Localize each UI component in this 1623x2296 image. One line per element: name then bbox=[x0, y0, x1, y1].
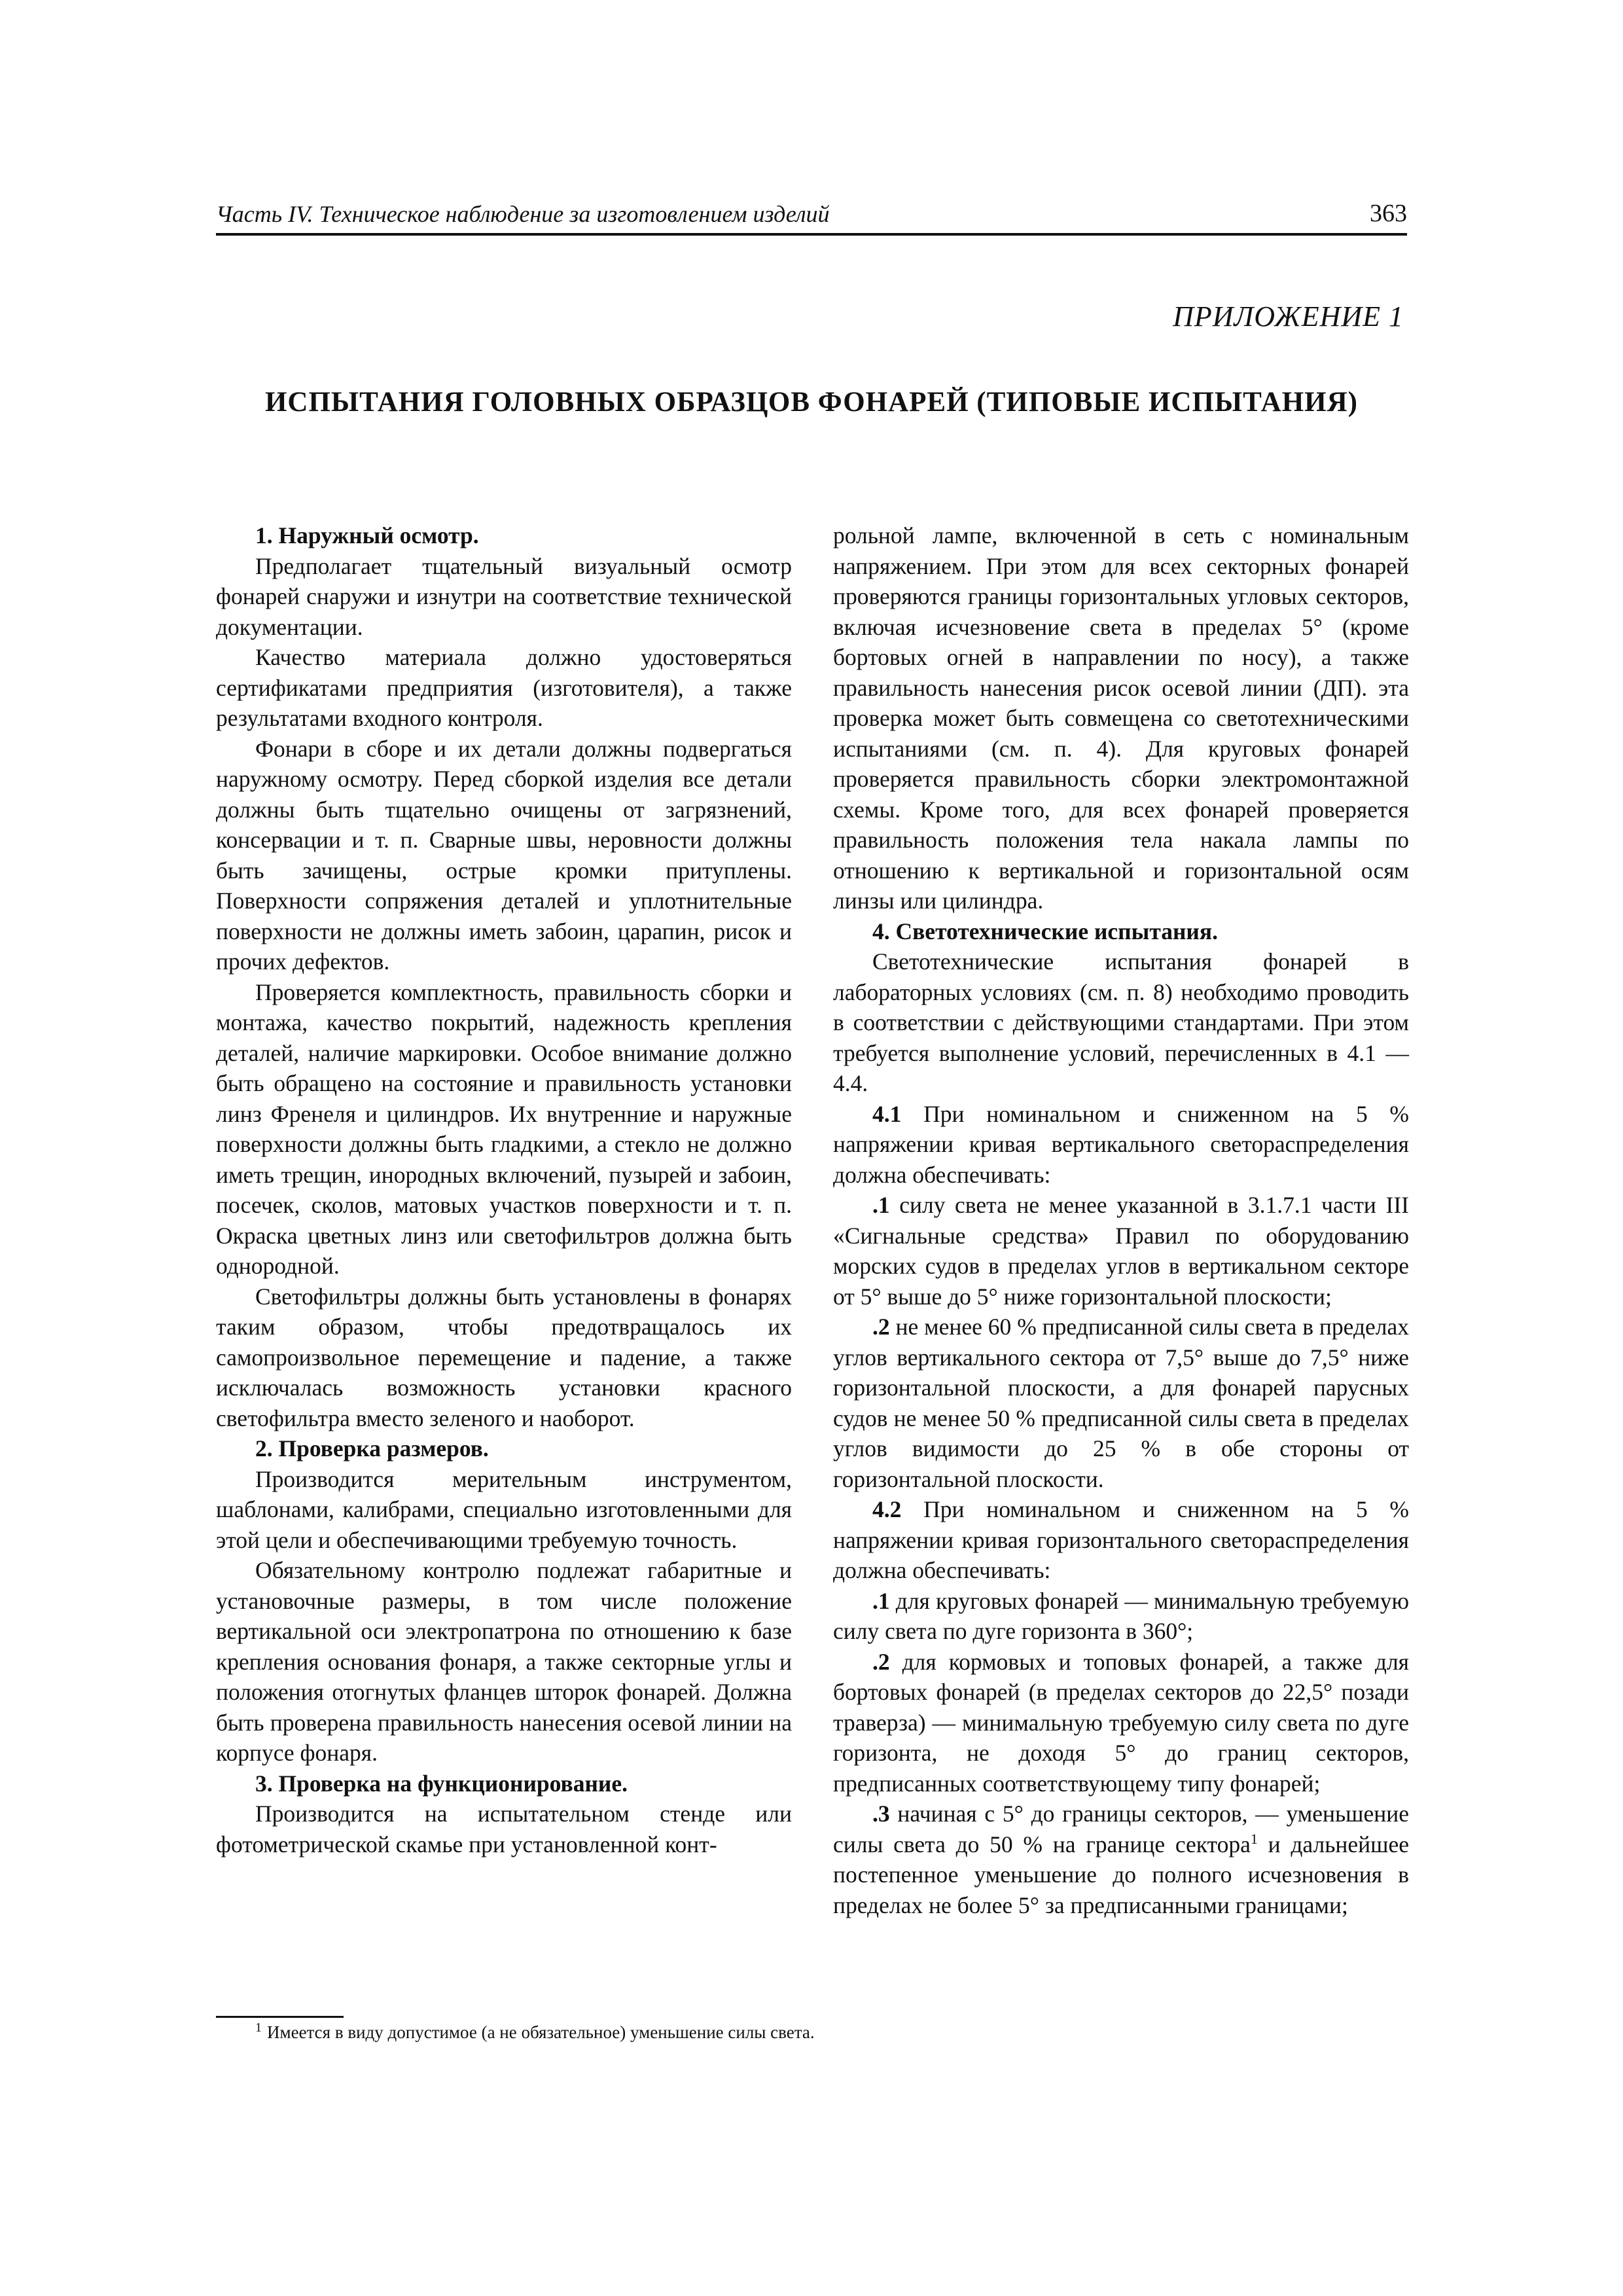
clause-text: При номинальном и сниженном на 5 % напряжении кривая вертикального светораспределения должна обеспечивать: bbox=[833, 1100, 1409, 1188]
paragraph: Предполагает тщательный визуальный осмотр фонарей снаружи и изнутри на соответствие технической документации. bbox=[216, 552, 792, 640]
section-heading-3: 3. Проверка на функционирование. bbox=[255, 1770, 628, 1797]
section-heading-4: 4. Светотехнические испытания. bbox=[872, 918, 1218, 944]
paragraph: Светофильтры должны быть установлены в фонарях таким образом, чтобы предотвращалось их самопроизвольное перемещение и падение, а также исключалась возможность установки красного светофильтра вместо зеленого и наоборот. bbox=[216, 1283, 792, 1431]
list-item bbox=[833, 1799, 1409, 1920]
item-number: .1 bbox=[872, 1587, 890, 1614]
item-number: .2 bbox=[872, 1314, 890, 1340]
item-text: начиная с 5° до границы секторов, — уменьшение силы света до 50 % на границе сектора bbox=[833, 1801, 1409, 1857]
running-head bbox=[216, 196, 1407, 236]
page-number: 363 bbox=[1370, 200, 1407, 227]
item-number: .2 bbox=[872, 1648, 890, 1675]
footnote bbox=[255, 2022, 815, 2043]
list-item bbox=[833, 1586, 1409, 1647]
list-item bbox=[833, 1312, 1409, 1494]
section-heading-2: 2. Проверка размеров. bbox=[255, 1435, 489, 1462]
item-number: .3 bbox=[872, 1801, 890, 1827]
footnote-text: Имеется в виду допустимое (а не обязательное) уменьшение силы света. bbox=[267, 2022, 815, 2042]
item-text: силу света не менее указанной в 3.1.7.1 части III «Сигнальные средства» Правил по оборудованию морских судов в пределах углов в вертикальном секторе от 5° выше до 5° ниже горизонтальной плоскости; bbox=[833, 1192, 1409, 1310]
clause-text: При номинальном и сниженном на 5 % напряжении кривая горизонтального светораспределения должна обеспечивать: bbox=[833, 1496, 1409, 1583]
clause-4-2 bbox=[833, 1494, 1409, 1586]
paragraph: Проверяется комплектность, правильность сборки и монтажа, качество покрытий, надежность крепления деталей, наличие маркировки. Особое внимание должно быть обращено на состояние и правильность установки линз Френеля и цилиндров. Их внутренние и наружные поверхности должны быть гладкими, а стекло не должно иметь трещин, инородных включений, пузырей и забоин, посечек, сколов, матовых участков поверхности и т. п. Окраска цветных линз или светофильтров должна быть однородной. bbox=[216, 978, 792, 1279]
running-head-part: Часть IV. Техническое наблюдение за изготовлением изделий bbox=[216, 201, 830, 227]
paragraph: Производится на испытательном стенде или фотометрической скамье при установленной конт- bbox=[216, 1801, 792, 1857]
item-text: для круговых фонарей — минимальную требуемую силу света по дуге горизонта в 360°; bbox=[833, 1587, 1409, 1644]
appendix-label: ПРИЛОЖЕНИЕ 1 bbox=[1173, 300, 1404, 332]
paragraph: Обязательному контролю подлежат габаритные и установочные размеры, в том числе положение вертикальной оси электропатрона по отношению к базе крепления основания фонаря, а также секторные углы и положения отогнутых фланцев шторок фонарей. Должна быть проверена правильность нанесения осевой линии на корпусе фонаря. bbox=[216, 1557, 792, 1766]
section-heading-1: 1. Наружный осмотр. bbox=[255, 522, 479, 548]
item-text: и дальнейшее постепенное уменьшение до полного исчезновения в пределах не более 5° за предписанными границами; bbox=[833, 1831, 1410, 1918]
footnote-rule bbox=[216, 2016, 344, 2018]
paragraph: Производится мерительным инструментом, шаблонами, калибрами, специально изготовленными для этой цели и обеспечивающими требуемую точность. bbox=[216, 1465, 792, 1553]
item-text: для кормовых и топовых фонарей, а также для бортовых фонарей (в пределах секторов до 22,5° позади траверза) — минимальную требуемую силу света по дуге горизонта, не доходя 5° до границ секторов, предписанных соответствующему типу фонарей; bbox=[833, 1648, 1409, 1797]
right-column bbox=[833, 520, 1409, 1920]
left-column bbox=[216, 520, 792, 1859]
footnote-mark: 1 bbox=[255, 2020, 262, 2035]
item-number: .1 bbox=[872, 1192, 890, 1218]
page-title: ИСПЫТАНИЯ ГОЛОВНЫХ ОБРАЗЦОВ ФОНАРЕЙ (ТИПОВЫЕ ИСПЫТАНИЯ) bbox=[264, 387, 1359, 418]
item-text: не менее 60 % предписанной силы света в пределах углов вертикального сектора от 7,5° выше до 7,5° ниже горизонтальной плоскости, а для фонарей парусных судов не менее 50 % предписанной силы света в пределах углов видимости до 25 % в обе стороны от горизонтальной плоскости. bbox=[833, 1314, 1409, 1492]
paragraph: рольной лампе, включенной в сеть с номинальным напряжением. При этом для всех секторных фонарей проверяются границы горизонтальных угловых секторов, включая исчезновение света в пределах 5° (кроме бортовых огней в направлении по носу), а также правильность нанесения рисок осевой линии (ДП). эта проверка может быть совмещена со светотехническими испытаниями (см. п. 4). Для круговых фонарей проверяется правильность сборки электромонтажной схемы. Кроме того, для всех фонарей проверяется правильность положения тела накала лампы по отношению к вертикальной и горизонтальной осям линзы или цилиндра. bbox=[833, 522, 1409, 914]
clause-number: 4.1 bbox=[872, 1100, 902, 1127]
paragraph: Фонари в сборе и их детали должны подвергаться наружному осмотру. Перед сборкой изделия все детали должны быть тщательно очищены от загрязнений, консервации и т. п. Сварные швы, неровности должны быть зачищены, острые кромки притуплены. Поверхности сопряжения деталей и уплотнительные поверхности не должны иметь забоин, царапин, рисок и прочих дефектов. bbox=[216, 735, 792, 975]
clause-number: 4.2 bbox=[872, 1496, 902, 1522]
paragraph: Качество материала должно удостоверяться сертификатами предприятия (изготовителя), а также результатами входного контроля. bbox=[216, 644, 792, 731]
footnote-reference: 1 bbox=[1250, 1830, 1258, 1847]
list-item bbox=[833, 1190, 1409, 1312]
list-item bbox=[833, 1647, 1409, 1799]
clause-4-1 bbox=[833, 1099, 1409, 1191]
paragraph: Светотехнические испытания фонарей в лабораторных условиях (см. п. 8) необходимо проводить в соответствии с действующими стандартами. При этом требуется выполнение условий, перечисленных в 4.1 — 4.4. bbox=[833, 948, 1409, 1096]
